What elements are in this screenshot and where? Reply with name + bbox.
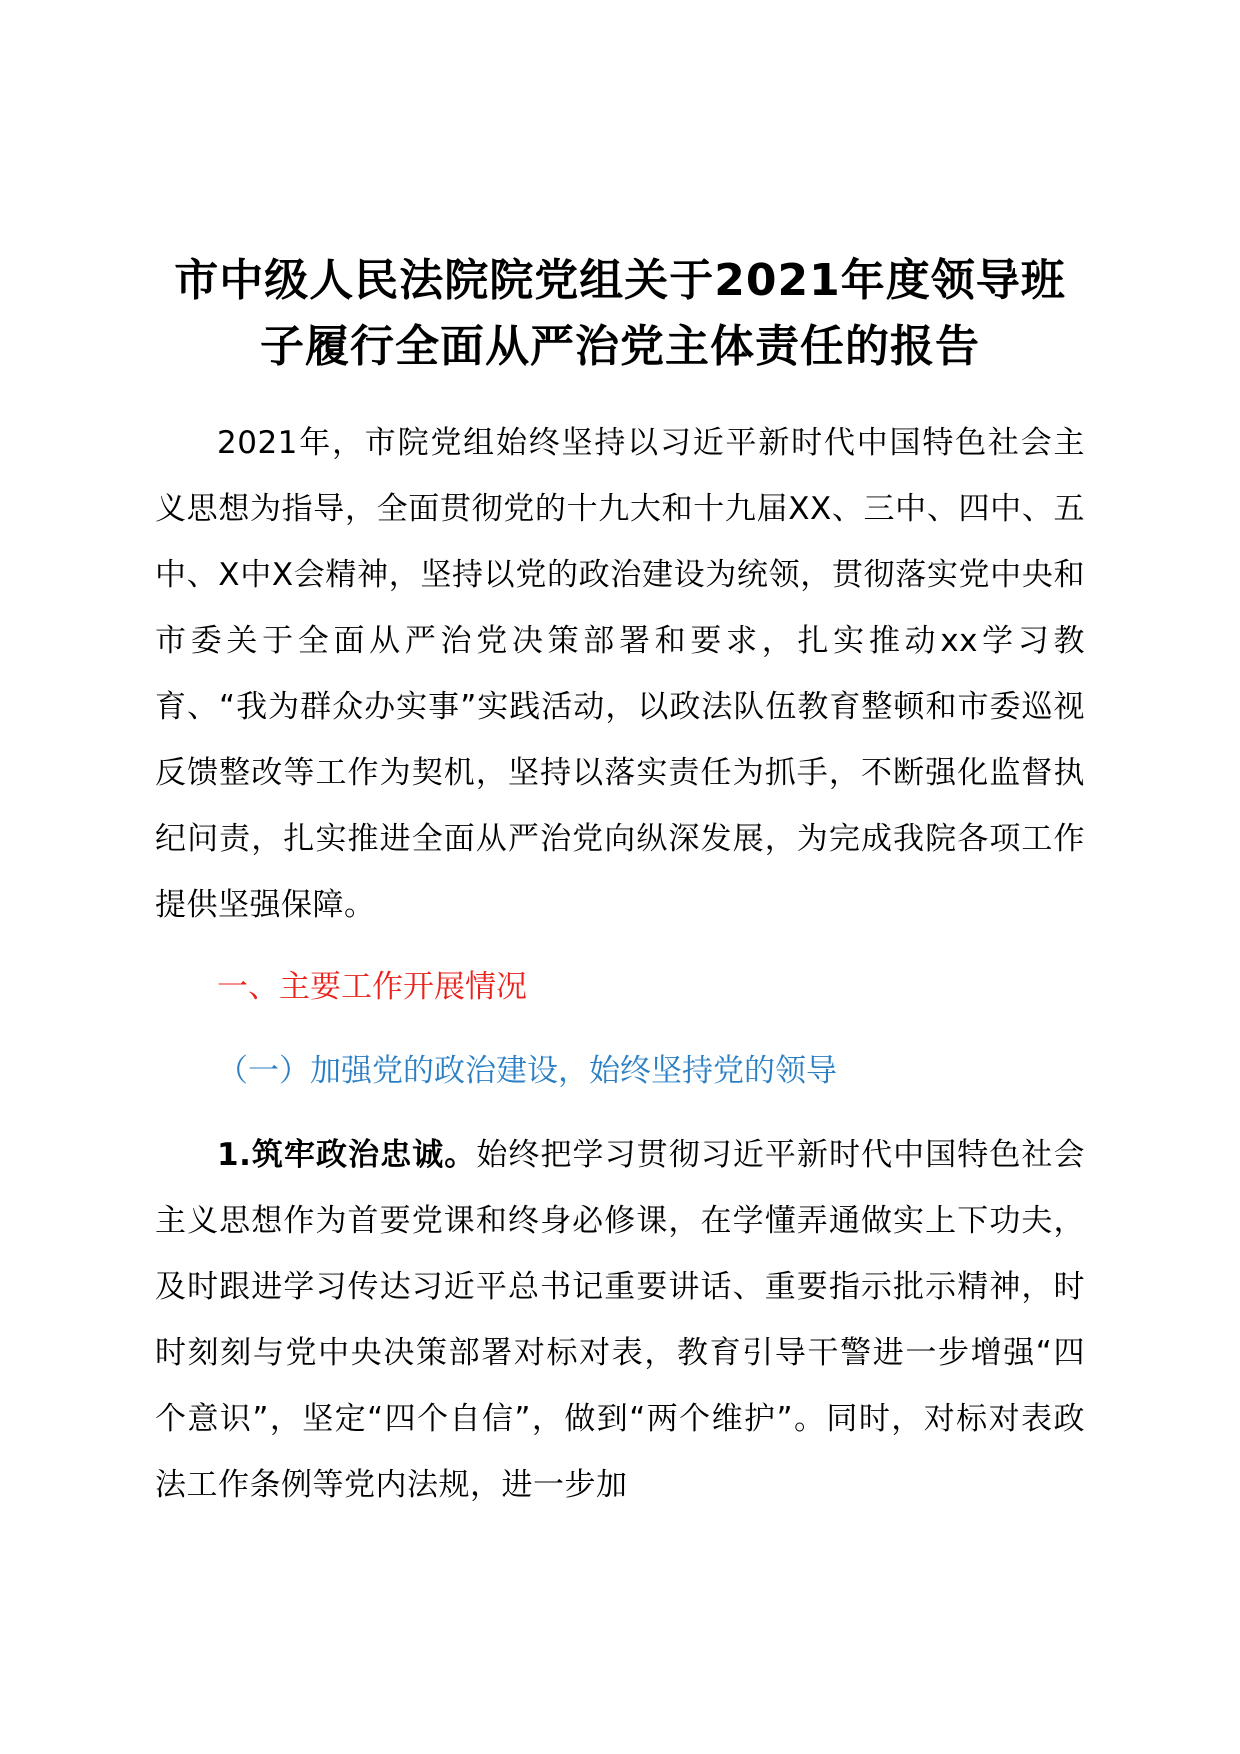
document-page bbox=[155, 248, 1085, 1518]
item-body: 始终把学习贯彻习近平新时代中国特色社会主义思想作为首要党课和终身必修课，在学懂弄通做实上下功夫，及时跟进学习传达习近平总书记重要讲话、重要指示批示精神，时时刻刻与党中央决策部署对标对表，教育引导干警进一步增强“四个意识”，坚定“四个自信”，做到“两个维护”。同时，对标对表政法工作条例等党内法规，进一步加 bbox=[155, 1137, 1085, 1503]
item-lead: 1.筑牢政治忠诚。 bbox=[217, 1137, 477, 1173]
subsection-heading-1: （一）加强党的政治建设，始终坚持党的领导 bbox=[217, 1053, 837, 1089]
document-title bbox=[155, 248, 1085, 380]
item-paragraph-1 bbox=[155, 1122, 1085, 1518]
intro-paragraph: 2021年，市院党组始终坚持以习近平新时代中国特色社会主义思想为指导，全面贯彻党的十九大和十九届XX、三中、四中、五中、X中X会精神，坚持以党的政治建设为统领，贯彻落实党中央和市委关于全面从严治党决策部署和要求，扎实推动xx学习教育、“我为群众办实事”实践活动，以政法队伍教育整顿和市委巡视反馈整改等工作为契机，坚持以落实责任为抓手，不断强化监督执纪问责，扎实推进全面从严治党向纵深发展，为完成我院各项工作提供坚强保障。 bbox=[155, 425, 1085, 923]
title-line-2: 子履行全面从严治党主体责任的报告 bbox=[260, 321, 980, 372]
section-heading-1: 一、主要工作开展情况 bbox=[217, 969, 527, 1005]
title-line-1: 市中级人民法院院党组关于2021年度领导班 bbox=[174, 255, 1066, 306]
